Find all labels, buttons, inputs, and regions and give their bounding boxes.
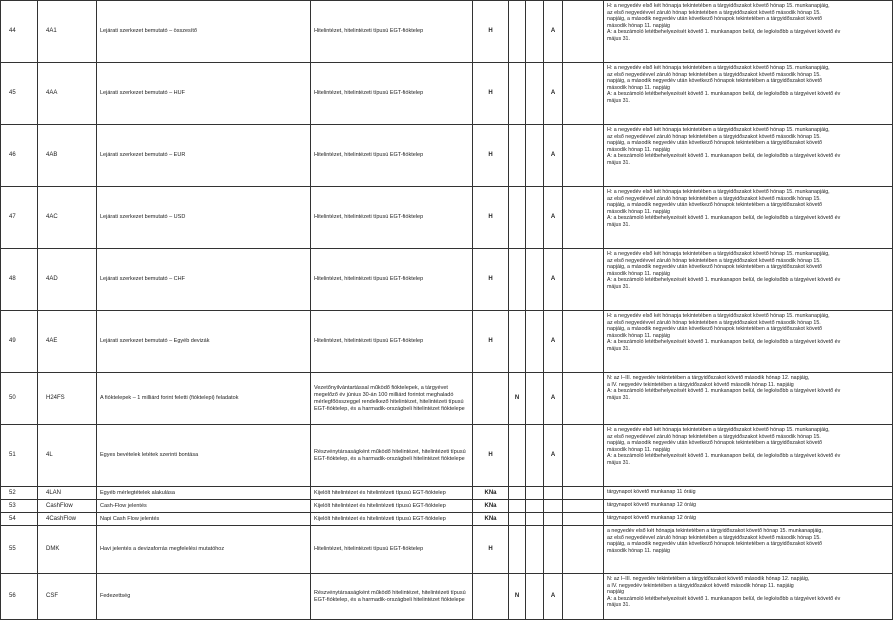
deadline-line: A: a beszámoló letétbehelyezését követő 1. munkanapon belül, de legkésőbb a tárgyévet követő év — [607, 91, 841, 98]
frequency-flag — [473, 574, 509, 620]
table-row — [1, 487, 893, 500]
report-code: 4AC — [38, 187, 97, 249]
deadline-line: tárgynapot követő munkanap 11 óráig — [607, 489, 696, 495]
deadline-line: H: a negyedév első két hónapja tekintetében a tárgyidőszakot követő hónap 15. munkanapjáig, — [607, 189, 830, 195]
reporting-scope: Kijelölt hitelintézet és hitelintézeti típusú EGT-fióktelep — [311, 500, 473, 513]
deadline-line: az első negyedévvel záruló hónap tekintetében a tárgyidőszakot követő második hónap 15. — [607, 433, 821, 440]
frequency-flag: H — [473, 526, 509, 574]
table-row — [1, 574, 893, 620]
row-number: 49 — [1, 311, 38, 373]
reporting-scope: Részvénytársaságként működő hitelintézet, hitelintézeti típusú EGT-fióktelep, és a harmadik-országbeli hitelintézet fióktelepe — [311, 574, 473, 620]
report-code: 4LAN — [38, 487, 97, 500]
blank-cell — [563, 125, 604, 187]
annual-flag — [544, 500, 563, 513]
table-row — [1, 425, 893, 487]
report-name: Lejárati szerkezet bemutató – Egyéb devizák — [97, 311, 311, 373]
deadline-line: A: a beszámoló letétbehelyezését követő 1. munkanapon belül, de legkésőbb a tárgyévet követő év — [607, 388, 841, 395]
quarterly-flag: N — [509, 574, 526, 620]
report-name: Lejárati szerkezet bemutató – USD — [97, 187, 311, 249]
deadline-line: május 31. — [607, 97, 630, 104]
deadline-line: A: a beszámoló letétbehelyezését követő 1. munkanapon belül, de legkésőbb a tárgyévet követő év — [607, 153, 841, 160]
deadline-cell — [604, 1, 893, 63]
annual-flag: A — [544, 574, 563, 620]
report-code: H24FS — [38, 373, 97, 425]
row-number: 48 — [1, 249, 38, 311]
table-body — [1, 1, 893, 620]
reporting-scope: Hitelintézet, hitelintézeti típusú EGT-fióktelep — [311, 249, 473, 311]
report-name: Egyes bevételek letétek szerinti bontása — [97, 425, 311, 487]
quarterly-flag — [509, 63, 526, 125]
report-name: Havi jelentés a devizaforrás megfelelési mutatóhoz — [97, 526, 311, 574]
deadline-line: második hónap 11. napjáig — [607, 446, 670, 453]
report-name: Lejárati szerkezet bemutató – összesítő — [97, 1, 311, 63]
extra-flag — [526, 500, 544, 513]
annual-flag: A — [544, 311, 563, 373]
table-row — [1, 1, 893, 63]
deadline-line: a IV. negyedév tekintetében a tárgyidőszakot követő második hónap 11. napjáig — [607, 582, 794, 589]
deadline-line: május 31. — [607, 159, 630, 166]
row-number: 53 — [1, 500, 38, 513]
deadline-cell — [604, 249, 893, 311]
deadline-cell — [604, 125, 893, 187]
report-code: 4AA — [38, 63, 97, 125]
annual-flag: A — [544, 373, 563, 425]
annual-flag: A — [544, 63, 563, 125]
quarterly-flag — [509, 187, 526, 249]
frequency-flag: KNa — [473, 500, 509, 513]
frequency-flag: H — [473, 311, 509, 373]
reporting-scope: Hitelintézet, hitelintézeti típusú EGT-fióktelep — [311, 311, 473, 373]
deadline-line: a IV. negyedév tekintetében a tárgyidőszakot követő második hónap 11. napjáig — [607, 381, 794, 388]
frequency-flag: H — [473, 125, 509, 187]
extra-flag — [526, 125, 544, 187]
blank-cell — [563, 249, 604, 311]
row-number: 44 — [1, 1, 38, 63]
quarterly-flag — [509, 487, 526, 500]
report-code: 4AE — [38, 311, 97, 373]
deadline-cell — [604, 187, 893, 249]
report-code: 4L — [38, 425, 97, 487]
deadline-line: a negyedév első két hónapja tekintetében a tárgyidőszakot követő hónap 15. munkanapjáig, — [607, 528, 823, 534]
deadline-line: N: az I–III. negyedév tekintetében a tárgyidőszakot követő második hónap 12. napjáig, — [607, 576, 810, 582]
extra-flag — [526, 574, 544, 620]
row-number: 45 — [1, 63, 38, 125]
deadline-line: az első negyedévvel záruló hónap tekintetében a tárgyidőszakot követő második hónap 15. — [607, 195, 821, 202]
deadline-line: május 31. — [607, 459, 630, 466]
deadline-line: az első negyedévvel záruló hónap tekintetében a tárgyidőszakot követő második hónap 15. — [607, 257, 821, 264]
table-row — [1, 513, 893, 526]
table-row — [1, 526, 893, 574]
deadline-cell — [604, 311, 893, 373]
extra-flag — [526, 425, 544, 487]
quarterly-flag — [509, 311, 526, 373]
deadline-cell — [604, 63, 893, 125]
deadline-line: A: a beszámoló letétbehelyezését követő 1. munkanapon belül, de legkésőbb a tárgyévet követő év — [607, 29, 841, 36]
deadline-line: napjáig — [607, 589, 625, 596]
annual-flag — [544, 513, 563, 526]
blank-cell — [563, 500, 604, 513]
row-number: 47 — [1, 187, 38, 249]
report-name: Lejárati szerkezet bemutató – CHF — [97, 249, 311, 311]
report-name: A fióktelepek – 1 milliárd forint feletti (fióktelepi) feladatok — [97, 373, 311, 425]
quarterly-flag — [509, 249, 526, 311]
extra-flag — [526, 311, 544, 373]
reporting-scope: Hitelintézet, hitelintézeti típusú EGT-fióktelep — [311, 526, 473, 574]
deadline-cell — [604, 500, 893, 513]
deadline-line: A: a beszámoló letétbehelyezését követő 1. munkanapon belül, de legkésőbb a tárgyévet követő év — [607, 339, 841, 346]
deadline-cell — [604, 487, 893, 500]
extra-flag — [526, 249, 544, 311]
quarterly-flag — [509, 513, 526, 526]
deadline-line: második hónap 11. napjáig — [607, 332, 670, 339]
quarterly-flag — [509, 526, 526, 574]
reporting-scope: Kijelölt hitelintézet és hitelintézeti típusú EGT-fióktelep — [311, 513, 473, 526]
deadline-line: A: a beszámoló letétbehelyezését követő 1. munkanapon belül, de legkésőbb a tárgyévet követő év — [607, 215, 841, 222]
report-name: Fedezettség — [97, 574, 311, 620]
blank-cell — [563, 311, 604, 373]
deadline-line: második hónap 11. napjáig — [607, 22, 670, 29]
table-row — [1, 125, 893, 187]
deadline-line: tárgynapot követő munkanap 12 óráig — [607, 502, 696, 508]
deadline-line: H: a negyedév első két hónapja tekintetében a tárgyidőszakot követő hónap 15. munkanapjáig, — [607, 313, 830, 319]
quarterly-flag — [509, 125, 526, 187]
deadline-line: május 31. — [607, 35, 630, 42]
deadline-line: május 31. — [607, 283, 630, 290]
extra-flag — [526, 373, 544, 425]
annual-flag: A — [544, 1, 563, 63]
blank-cell — [563, 425, 604, 487]
deadline-line: H: a negyedév első két hónapja tekintetében a tárgyidőszakot követő hónap 15. munkanapjáig, — [607, 251, 830, 257]
table-row — [1, 500, 893, 513]
blank-cell — [563, 373, 604, 425]
deadline-line: A: a beszámoló letétbehelyezését követő 1. munkanapon belül, de legkésőbb a tárgyévet követő év — [607, 277, 841, 284]
deadline-line: május 31. — [607, 602, 630, 609]
deadline-line: második hónap 11. napjáig — [607, 208, 670, 215]
annual-flag: A — [544, 425, 563, 487]
deadline-line: második hónap 11. napjáig — [607, 270, 670, 277]
deadline-line: A: a beszámoló letétbehelyezését követő 1. munkanapon belül, de legkésőbb a tárgyévet követő év — [607, 595, 841, 602]
deadline-line: napjáig, a második negyedév után következő hónapok tekintetében a tárgyidőszakot követő — [607, 140, 822, 147]
deadline-line: A: a beszámoló letétbehelyezését követő 1. munkanapon belül, de legkésőbb a tárgyévet követő év — [607, 453, 841, 460]
quarterly-flag — [509, 425, 526, 487]
frequency-flag: H — [473, 249, 509, 311]
table-row — [1, 63, 893, 125]
deadline-line: N: az I–III. negyedév tekintetében a tárgyidőszakot követő második hónap 12. napjáig, — [607, 375, 810, 381]
extra-flag — [526, 1, 544, 63]
frequency-flag: H — [473, 425, 509, 487]
extra-flag — [526, 487, 544, 500]
frequency-flag: H — [473, 63, 509, 125]
deadline-cell — [604, 425, 893, 487]
frequency-flag — [473, 373, 509, 425]
frequency-flag: KNa — [473, 513, 509, 526]
blank-cell — [563, 513, 604, 526]
table-row — [1, 373, 893, 425]
frequency-flag: H — [473, 187, 509, 249]
reporting-scope: Hitelintézet, hitelintézeti típusú EGT-fióktelep — [311, 125, 473, 187]
report-code: 4CashFlow — [38, 513, 97, 526]
extra-flag — [526, 187, 544, 249]
row-number: 50 — [1, 373, 38, 425]
row-number: 54 — [1, 513, 38, 526]
blank-cell — [563, 487, 604, 500]
quarterly-flag — [509, 1, 526, 63]
deadline-line: napjáig, a második negyedév után következő hónapok tekintetében a tárgyidőszakot követő — [607, 440, 822, 447]
reporting-scope: Vezetőnyilvántartással működő fióktelepek, a tárgyévet megelőző év június 30-án 100 milliárd forintot meghaladó mérlegfőösszeggel rendelkező hitelintézet, hitelintézeti típusú EGT-fióktelep, és a harmadik-országbeli hitelintézet fióktelepe — [311, 373, 473, 425]
quarterly-flag — [509, 500, 526, 513]
deadline-cell — [604, 574, 893, 620]
deadline-line: május 31. — [607, 221, 630, 228]
frequency-flag: H — [473, 1, 509, 63]
deadline-line: napjáig, a második negyedév után következő hónapok tekintetében a tárgyidőszakot követő — [607, 326, 822, 333]
deadline-line: az első negyedévvel záruló hónap tekintetében a tárgyidőszakot követő második hónap 15. — [607, 71, 821, 78]
extra-flag — [526, 526, 544, 574]
reporting-scope: Részvénytársaságként működő hitelintézet, hitelintézeti típusú EGT-fióktelep, és a harmadik-országbeli hitelintézet fióktelepe — [311, 425, 473, 487]
blank-cell — [563, 574, 604, 620]
reporting-scope: Hitelintézet, hitelintézeti típusú EGT-fióktelep — [311, 187, 473, 249]
deadline-line: május 31. — [607, 345, 630, 352]
report-code: CashFlow — [38, 500, 97, 513]
deadline-line: H: a negyedév első két hónapja tekintetében a tárgyidőszakot követő hónap 15. munkanapjáig, — [607, 65, 830, 71]
deadline-line: H: a negyedév első két hónapja tekintetében a tárgyidőszakot követő hónap 15. munkanapjáig, — [607, 3, 830, 9]
table-row — [1, 311, 893, 373]
report-name: Napi Cash Flow jelentés — [97, 513, 311, 526]
deadline-line: H: a negyedév első két hónapja tekintetében a tárgyidőszakot követő hónap 15. munkanapjáig, — [607, 427, 830, 433]
report-code: DMK — [38, 526, 97, 574]
annual-flag: A — [544, 249, 563, 311]
row-number: 52 — [1, 487, 38, 500]
reporting-scope: Hitelintézet, hitelintézeti típusú EGT-fióktelep — [311, 1, 473, 63]
deadline-line: tárgynapot követő munkanap 12 óráig — [607, 515, 696, 521]
deadline-cell — [604, 526, 893, 574]
row-number: 56 — [1, 574, 38, 620]
row-number: 51 — [1, 425, 38, 487]
extra-flag — [526, 513, 544, 526]
deadline-line: az első negyedévvel záruló hónap tekintetében a tárgyidőszakot követő második hónap 15. — [607, 319, 821, 326]
deadline-line: az első negyedévvel záruló hónap tekintetében a tárgyidőszakot követő második hónap 15. — [607, 534, 821, 541]
deadline-cell — [604, 513, 893, 526]
deadline-line: H: a negyedév első két hónapja tekintetében a tárgyidőszakot követő hónap 15. munkanapjáig, — [607, 127, 830, 133]
deadline-line: napjáig, a második negyedév után következő hónapok tekintetében a tárgyidőszakot követő — [607, 202, 822, 209]
report-name: Cash-Flow jelentés — [97, 500, 311, 513]
deadline-line: napjáig, a második negyedév után következő hónapok tekintetében a tárgyidőszakot követő — [607, 264, 822, 271]
deadline-line: második hónap 11. napjáig — [607, 84, 670, 91]
deadline-line: az első negyedévvel záruló hónap tekintetében a tárgyidőszakot követő második hónap 15. — [607, 133, 821, 140]
report-code: CSF — [38, 574, 97, 620]
deadline-line: napjáig, a második negyedév után következő hónapok tekintetében a tárgyidőszakot követő — [607, 78, 822, 85]
annual-flag — [544, 487, 563, 500]
deadline-line: napjáig, a második negyedév után következő hónapok tekintetében a tárgyidőszakot követő — [607, 16, 822, 23]
report-code: 4AD — [38, 249, 97, 311]
row-number: 46 — [1, 125, 38, 187]
annual-flag: A — [544, 125, 563, 187]
blank-cell — [563, 526, 604, 574]
annual-flag: A — [544, 187, 563, 249]
quarterly-flag: N — [509, 373, 526, 425]
deadline-line: május 31. — [607, 394, 630, 401]
report-name: Egyéb mérlegtételek alakulása — [97, 487, 311, 500]
blank-cell — [563, 187, 604, 249]
annual-flag — [544, 526, 563, 574]
report-code: 4A1 — [38, 1, 97, 63]
table-row — [1, 187, 893, 249]
deadline-cell — [604, 373, 893, 425]
report-code: 4AB — [38, 125, 97, 187]
reporting-scope: Hitelintézet, hitelintézeti típusú EGT-fióktelep — [311, 63, 473, 125]
table-row — [1, 249, 893, 311]
deadline-line: napjáig, a második negyedév után következő hónapok tekintetében a tárgyidőszakot követő — [607, 541, 822, 548]
blank-cell — [563, 1, 604, 63]
blank-cell — [563, 63, 604, 125]
row-number: 55 — [1, 526, 38, 574]
report-name: Lejárati szerkezet bemutató – HUF — [97, 63, 311, 125]
deadline-line: az első negyedévvel záruló hónap tekintetében a tárgyidőszakot követő második hónap 15. — [607, 9, 821, 16]
deadline-line: második hónap 11. napjáig — [607, 547, 670, 554]
frequency-flag: KNa — [473, 487, 509, 500]
deadline-line: második hónap 11. napjáig — [607, 146, 670, 153]
report-name: Lejárati szerkezet bemutató – EUR — [97, 125, 311, 187]
extra-flag — [526, 63, 544, 125]
reporting-scope: Kijelölt hitelintézet és hitelintézeti típusú EGT-fióktelep — [311, 487, 473, 500]
